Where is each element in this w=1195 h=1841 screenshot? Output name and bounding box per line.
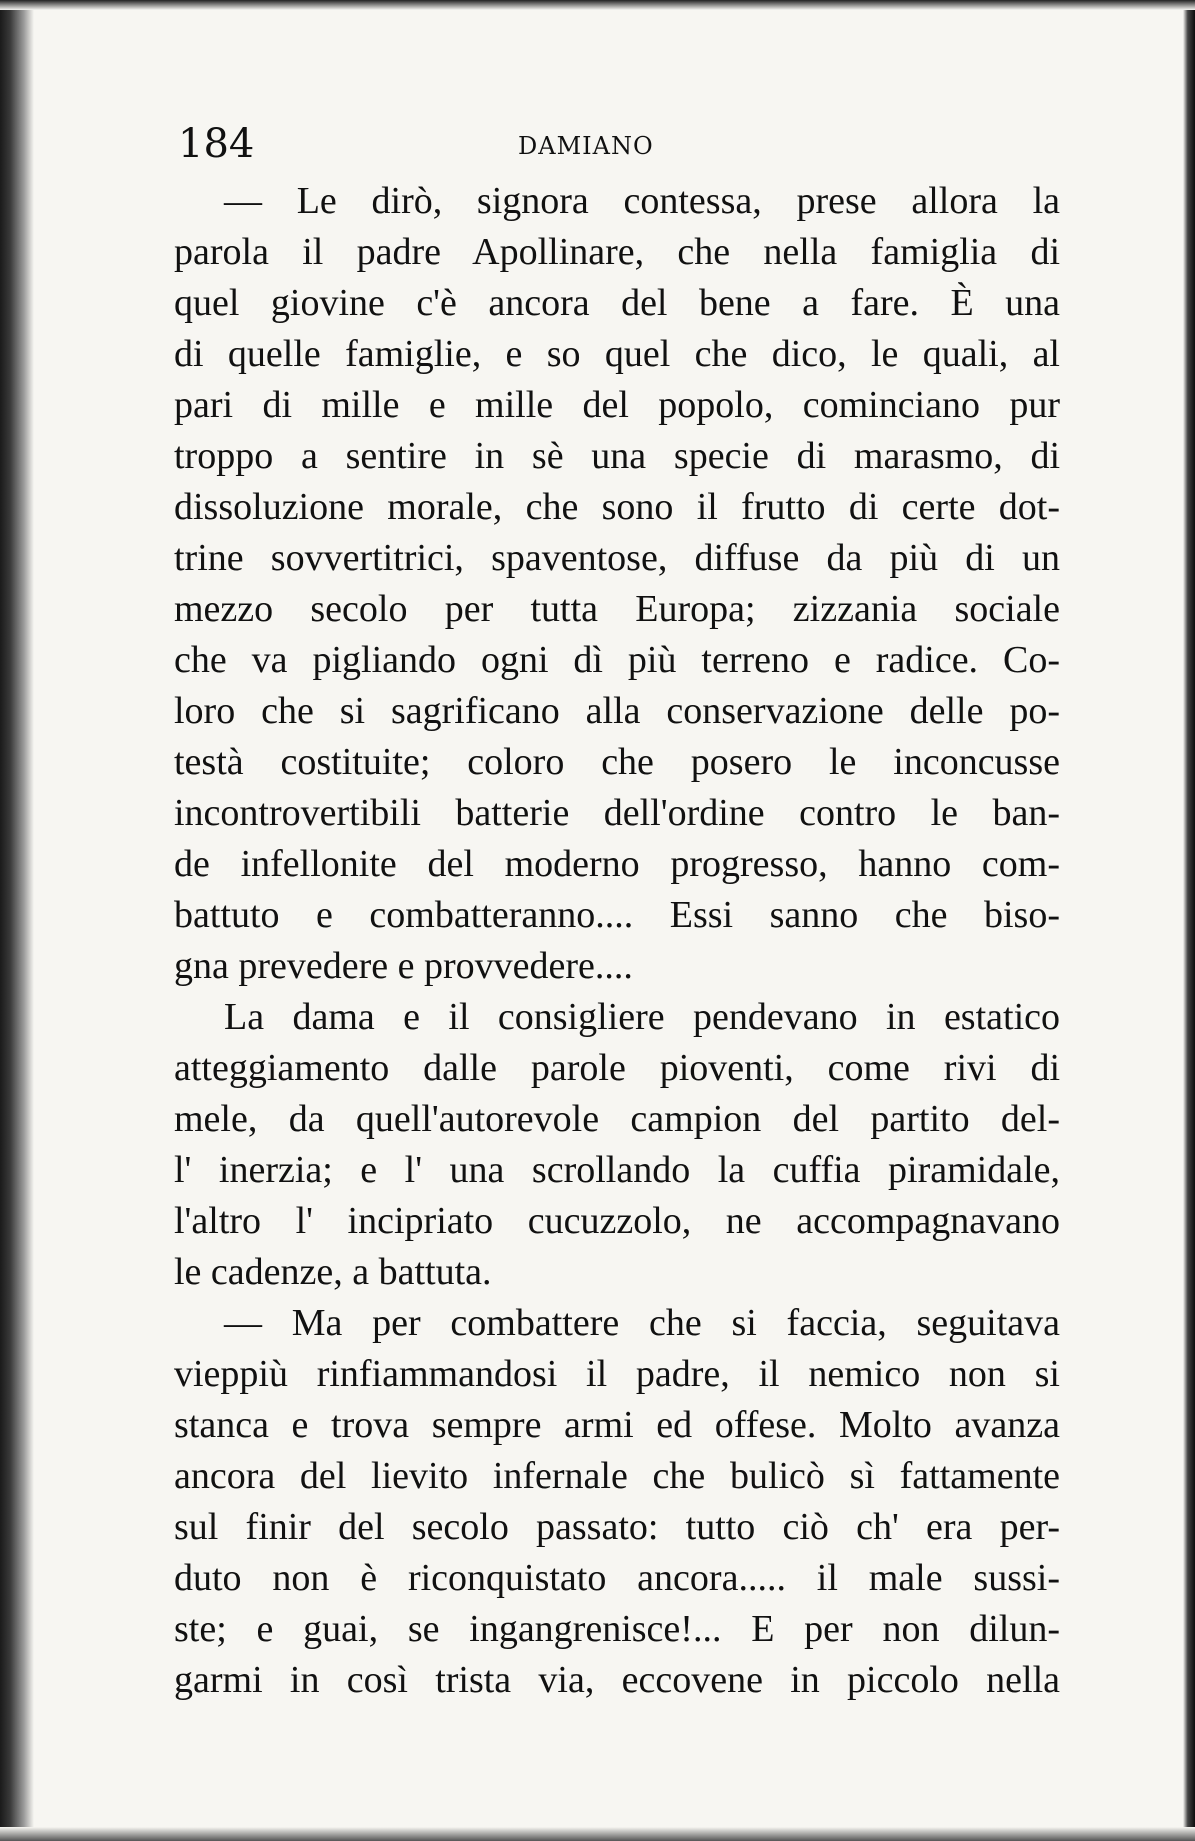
text-line: — Le dirò, signora contessa, prese allora la <box>224 180 1060 222</box>
text-line: vieppiù rinfiammandosi il padre, il nemico non si <box>174 1353 1060 1395</box>
text-line: ancora del lievito infernale che bulicò sì fattamente <box>174 1455 1060 1497</box>
page-edge-top <box>0 0 1195 10</box>
text-line: mezzo secolo per tutta Europa; zizzania sociale <box>174 588 1060 630</box>
text-line: troppo a sentire in sè una specie di marasmo, di <box>174 435 1060 477</box>
page-number: 184 <box>178 121 255 167</box>
text-line: loro che si sagrificano alla conservazione delle po- <box>174 690 1060 732</box>
page-edge-bottom <box>0 1827 1195 1841</box>
text-line: dissoluzione morale, che sono il frutto di certe dot- <box>174 486 1060 528</box>
text-line: testà costituite; coloro che posero le inconcusse <box>174 741 1060 783</box>
text-line: trine sovvertitrici, spaventose, diffuse da più di un <box>174 537 1060 579</box>
page-header <box>178 118 1058 170</box>
text-line: garmi in così trista via, eccovene in piccolo nella <box>174 1659 1060 1701</box>
running-head: DAMIANO <box>518 132 654 160</box>
text-line: sul finir del secolo passato: tutto ciò ch' era per- <box>174 1506 1060 1548</box>
text-line: — Ma per combattere che si faccia, seguitava <box>224 1302 1060 1344</box>
text-line: mele, da quell'autorevole campion del partito del- <box>174 1098 1060 1140</box>
binding-shadow <box>0 0 34 1841</box>
text-line: quel giovine c'è ancora del bene a fare. È una <box>174 282 1060 324</box>
text-line: incontrovertibili batterie dell'ordine contro le ban- <box>174 792 1060 834</box>
text-line: battuto e combatteranno.... Essi sanno che biso- <box>174 894 1060 936</box>
text-line: pari di mille e mille del popolo, cominciano pur <box>174 384 1060 426</box>
text-line: atteggiamento dalle parole pioventi, come rivi di <box>174 1047 1060 1089</box>
text-line: stanca e trova sempre armi ed offese. Molto avanza <box>174 1404 1060 1446</box>
text-line: de infellonite del moderno progresso, hanno com- <box>174 843 1060 885</box>
text-line: La dama e il consigliere pendevano in estatico <box>224 996 1060 1038</box>
text-line: che va pigliando ogni dì più terreno e radice. Co- <box>174 639 1060 681</box>
page-edge-right <box>1183 0 1195 1841</box>
text-line: l'altro l' incipriato cucuzzolo, ne accompagnavano <box>174 1200 1060 1242</box>
text-line: le cadenze, a battuta. <box>174 1251 492 1293</box>
text-line: l' inerzia; e l' una scrollando la cuffia piramidale, <box>174 1149 1060 1191</box>
body-text <box>174 176 1060 1706</box>
text-line: di quelle famiglie, e so quel che dico, le quali, al <box>174 333 1060 375</box>
text-line: parola il padre Apollinare, che nella famiglia di <box>174 231 1060 273</box>
text-line: gna prevedere e provvedere.... <box>174 945 633 987</box>
text-line: ste; e guai, se ingangrenisce!... E per non dilun- <box>174 1608 1060 1650</box>
text-line: duto non è riconquistato ancora..... il male sussi- <box>174 1557 1060 1599</box>
